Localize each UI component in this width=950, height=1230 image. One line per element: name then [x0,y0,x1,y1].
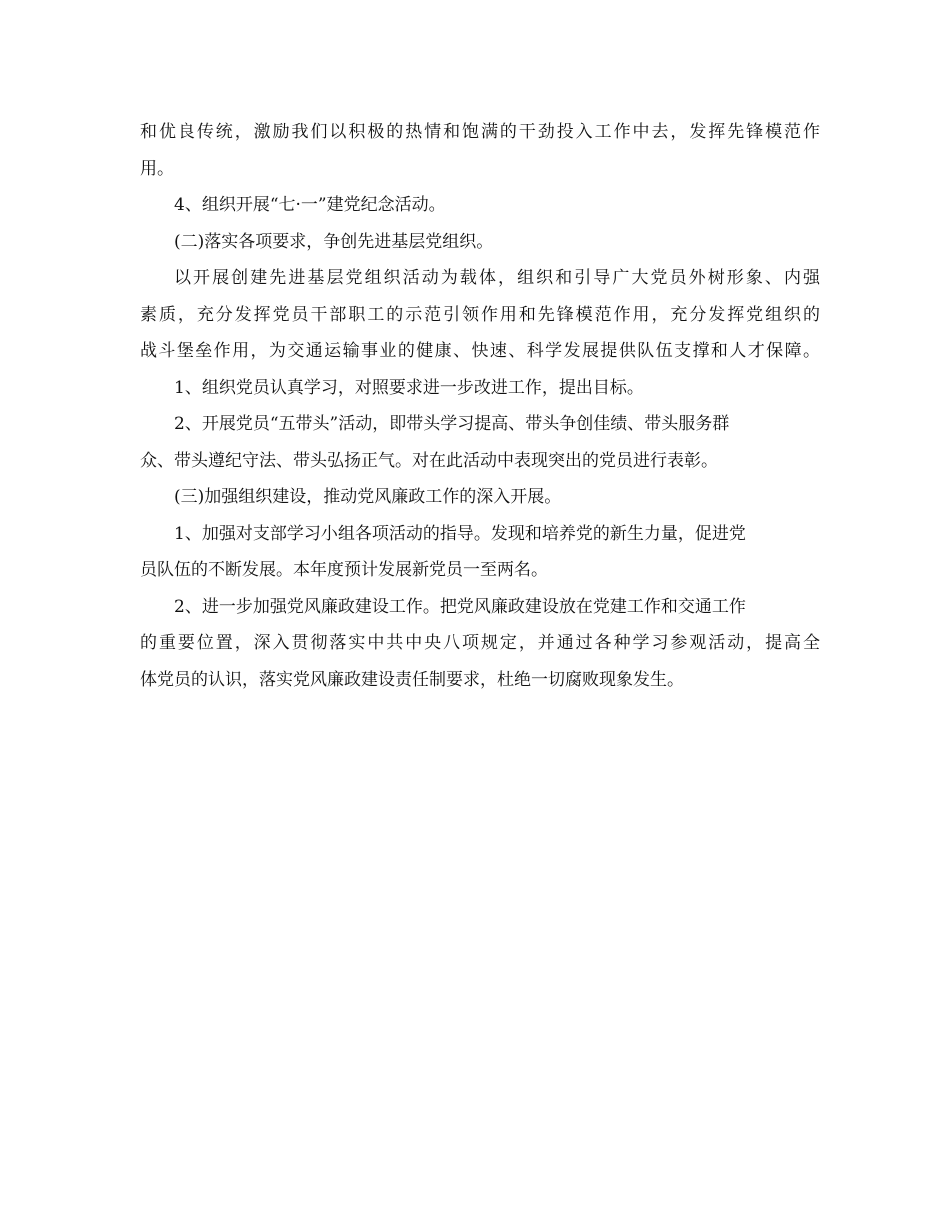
text-line: 众、带头遵纪守法、带头弘扬正气。对在此活动中表现突出的党员进行表彰。 [140,450,718,471]
text-line: 素质，充分发挥党员干部职工的示范引领作用和先锋模范作用，充分发挥党组织的 [140,304,820,325]
list-item: 1、加强对支部学习小组各项活动的指导。发现和培养党的新生力量，促进党 [174,523,746,544]
text-line: 的重要位置，深入贯彻落实中共中央八项规定，并通过各种学习参观活动，提高全 [140,633,820,653]
section-heading: (三)加强组织建设，推动党风廉政工作的深入开展。 [174,487,562,507]
text-line: 和优良传统，激励我们以积极的热情和饱满的干劲投入工作中去，发挥先锋模范作 [140,122,820,142]
text-line: 体党员的认识，落实党风廉政建设责任制要求，杜绝一切腐败现象发生。 [140,669,684,690]
text-line: 员队伍的不断发展。本年度预计发展新党员一至两名。 [140,560,548,580]
list-item: 2、进一步加强党风廉政建设工作。把党风廉政建设放在党建工作和交通工作 [174,596,746,617]
list-item: 1、组织党员认真学习，对照要求进一步改进工作，提出目标。 [174,377,644,398]
text-line: 用。 [140,158,174,179]
document-body [140,114,820,698]
list-item: 4、组织开展“七·一”建党纪念活动。 [174,195,446,215]
section-heading: (二)落实各项要求，争创先进基层党组织。 [174,231,494,252]
text-line: 以开展创建先进基层党组织活动为载体，组织和引导广大党员外树形象、内强 [174,268,820,288]
list-item: 2、开展党员“五带头”活动，即带头学习提高、带头争创佳绩、带头服务群 [174,414,730,434]
text-line: 战斗堡垒作用，为交通运输事业的健康、快速、科学发展提供队伍支撑和人才保障。 [140,341,820,361]
